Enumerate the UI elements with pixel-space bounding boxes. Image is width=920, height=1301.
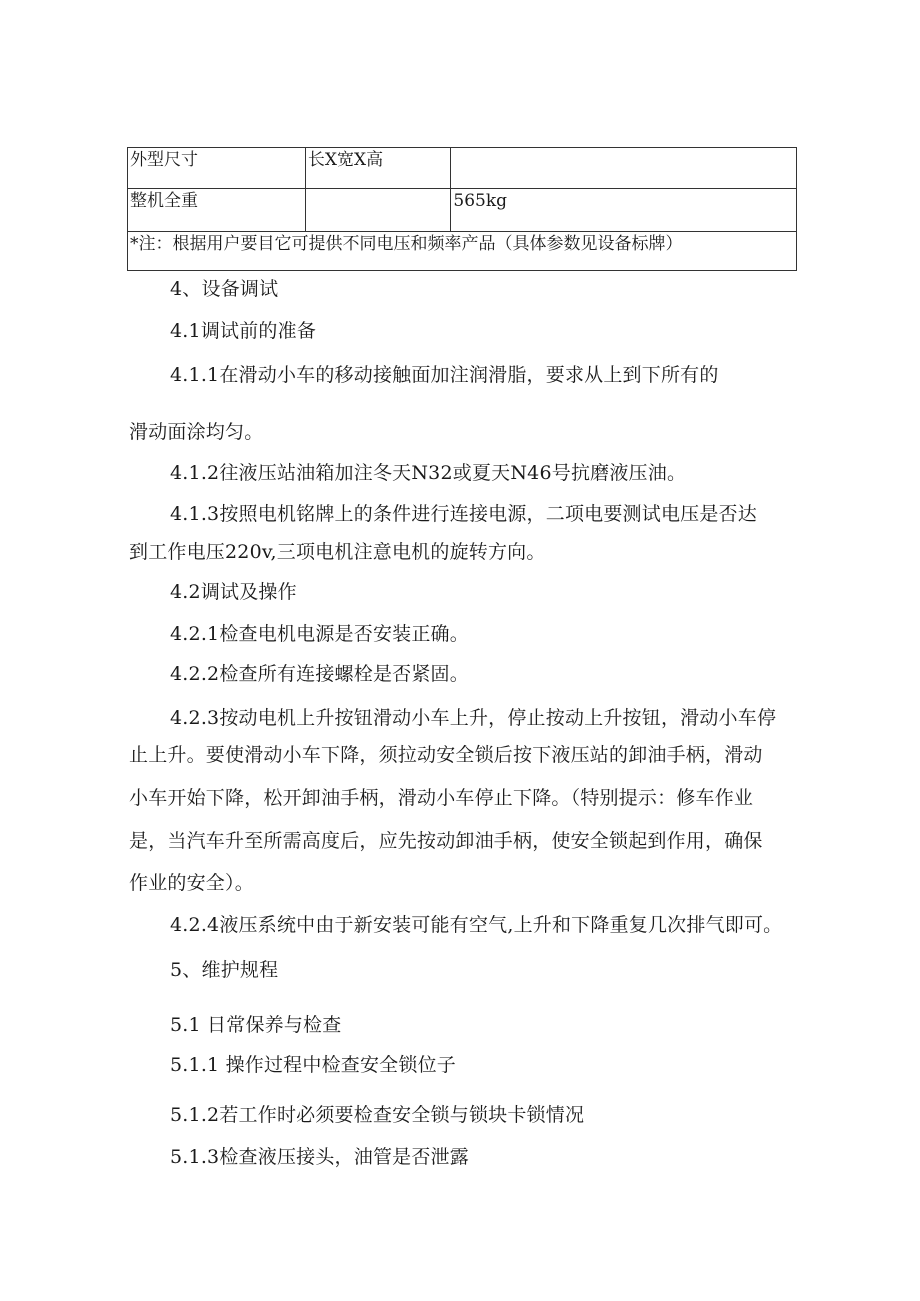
spec-table (127, 147, 797, 271)
paragraph-line: 4.2.4液压系统中由于新安装可能有空气,上升和下降重复几次排气即可。 (170, 914, 783, 936)
subsection-heading: 4.1调试前的准备 (170, 320, 317, 342)
table-cell (305, 189, 451, 232)
paragraph-line: 滑动面涂均匀。 (129, 421, 264, 443)
paragraph-line: 作业的安全）。 (129, 872, 254, 894)
section-heading: 5、维护规程 (170, 959, 279, 981)
paragraph-line: 5.1.2若工作时必须要检查安全锁与锁块卡锁情况 (170, 1104, 585, 1126)
table-cell: 整机全重 (128, 189, 306, 232)
paragraph-line: 是，当汽车升至所需高度后，应先按动卸油手柄，使安全锁起到作用，确保 (129, 830, 763, 852)
table-row (128, 189, 797, 232)
paragraph-line: 5.1.3检查液压接头，油管是否泄露 (170, 1146, 469, 1168)
subsection-heading: 4.2调试及操作 (170, 581, 297, 603)
table-cell (451, 148, 797, 189)
paragraph-line: 4.1.1在滑动小车的移动接触面加注润滑脂，要求从上到下所有的 (170, 364, 719, 386)
paragraph-line: 4.1.2往液压站油箱加注冬天N32或夏天N46号抗磨液压油。 (170, 462, 687, 484)
paragraph-line: 4.1.3按照电机铭牌上的条件进行连接电源，二项电要测试电压是否达 (170, 503, 757, 525)
table-note-cell (128, 232, 797, 271)
paragraph-line: 小车开始下降，松开卸油手柄，滑动小车停止下降。（特别提示：修车作业 (129, 787, 754, 809)
paragraph-line: 4.2.1检查电机电源是否安装正确。 (170, 623, 469, 645)
paragraph-line: 到工作电压220v,三项电机注意电机的旋转方向。 (129, 541, 546, 563)
paragraph-line: 5.1.1 操作过程中检查安全锁位子 (170, 1054, 456, 1076)
table-cell: 外型尺寸 (128, 148, 306, 189)
section-heading: 4、设备调试 (170, 278, 279, 300)
table-note: *注：根据用户要目它可提供不同电压和频率产品（具体参数见设备标牌） (130, 234, 683, 254)
table-cell: 565kg (451, 189, 797, 232)
table-row (128, 148, 797, 189)
subsection-heading: 5.1 日常保养与检查 (170, 1014, 342, 1036)
table-row (128, 232, 797, 271)
table-cell: 长X宽X高 (305, 148, 451, 189)
paragraph-line: 4.2.2检查所有连接螺栓是否紧固。 (170, 663, 469, 685)
paragraph-line: 止上升。要使滑动小车下降，须拉动安全锁后按下液压站的卸油手柄，滑动 (129, 744, 763, 766)
paragraph-line: 4.2.3按动电机上升按钮滑动小车上升，停止按动上升按钮，滑动小车停 (170, 707, 777, 729)
